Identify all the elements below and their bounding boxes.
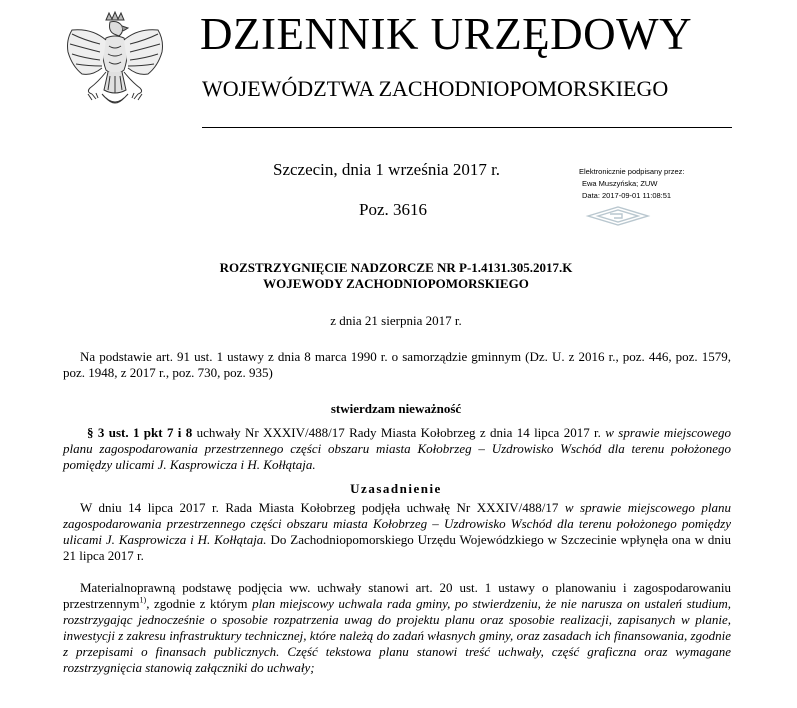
esignature-signer: Ewa Muszyńska; ZUW (582, 179, 658, 188)
decision-title (60, 260, 732, 292)
masthead-divider (202, 127, 732, 128)
justification-paragraph-1 (63, 500, 731, 564)
clause-text: uchwały Nr XXXIV/488/17 Rady Miasta Kołobrzeg z dnia 14 lipca 2017 r. (192, 425, 606, 440)
footnote-marker: 1) (139, 595, 147, 605)
clause-reference: § 3 ust. 1 pkt 7 i 8 (87, 425, 193, 440)
masthead-title: DZIENNIK URZĘDOWY (200, 9, 693, 59)
esignature-label: Elektronicznie podpisany przez: (579, 167, 685, 176)
reason1-receipt: Do Zachodniopomorskiego Urzędu Wojewódzkiego w Szczecinie wpłynęła ona w dniu 21 lipca 2017 r. (63, 532, 731, 563)
reason2-quoted-provision: plan miejscowy uchwala rada gminy, po stwierdzeniu, że nie narusza on ustaleń studium, rozstrzygając jednocześnie o sposobie rozpatrzenia uwag do projektu planu oraz sposobie realizacji, zapisanych w planie, inwestycji z zakresu infrastruktury technicznej, które należą do zadań własnych gminy, oraz zasadach ich finansowania, zgodnie z przepisami o finansach publicznych. Część tekstowa planu stanowi treść uchwały, część graficzna oraz wymagane rozstrzygnięcia stanowią załączniki do uchwały; (63, 596, 731, 675)
decision-date: z dnia 21 sierpnia 2017 r. (330, 313, 462, 328)
masthead-subtitle: WOJEWÓDZTWA ZACHODNIOPOMORSKIEGO (202, 76, 669, 101)
justification-paragraph-2 (63, 580, 731, 676)
esignature-block (579, 166, 749, 202)
reason1-intro: W dniu 14 lipca 2017 r. Rada Miasta Kołobrzeg podjęła uchwałę Nr XXXIV/488/17 (80, 500, 565, 515)
reason2-intro: Materialnoprawną podstawę podjęcia ww. uchwały stanowi art. 20 ust. 1 ustawy o planowaniu i zagospodarowaniu przestrzennym (63, 580, 731, 611)
invalidated-clause-paragraph (63, 425, 731, 473)
decision-title-line2: WOJEWODY ZACHODNIOPOMORSKIEGO (263, 276, 529, 291)
polish-eagle-emblem-icon (62, 10, 168, 118)
decision-title-line1: ROZSTRZYGNIĘCIE NADZORCZE NR P-1.4131.305.2017.K (219, 260, 573, 275)
clause-resolution-title: w sprawie miejscowego planu zagospodarowania przestrzennego części obszaru miasta Kołobrzeg – Uzdrowisko Wschód dla terenu położonego pomiędzy ulicami J. Kasprowicza i H. Kołłątaja. (63, 425, 731, 472)
esignature-date: Data: 2017-09-01 11:08:51 (582, 191, 672, 200)
legal-basis-paragraph: Na podstawie art. 91 ust. 1 ustawy z dnia 8 marca 1990 r. o samorządzie gminnym (Dz. U. z 2016 r., poz. 446, poz. 1579, poz. 1948, z 2017 r., poz. 730, poz. 935) (63, 349, 731, 380)
finding-heading: stwierdzam nieważność (330, 401, 462, 416)
signature-stamp-icon (584, 205, 652, 227)
position-number: Poz. 3616 (359, 200, 427, 219)
justification-heading: Uzasadnienie (350, 481, 442, 496)
publication-place-date: Szczecin, dnia 1 września 2017 r. (273, 160, 501, 179)
reason2-connector: , zgodnie z którym (146, 596, 253, 611)
reason1-resolution-title: w sprawie miejscowego planu zagospodarowania przestrzennego części obszaru miasta Kołobrzeg – Uzdrowisko Wschód dla terenu położonego pomiędzy ulicami J. Kasprowicza i H. Kołłątaja. (63, 500, 731, 547)
